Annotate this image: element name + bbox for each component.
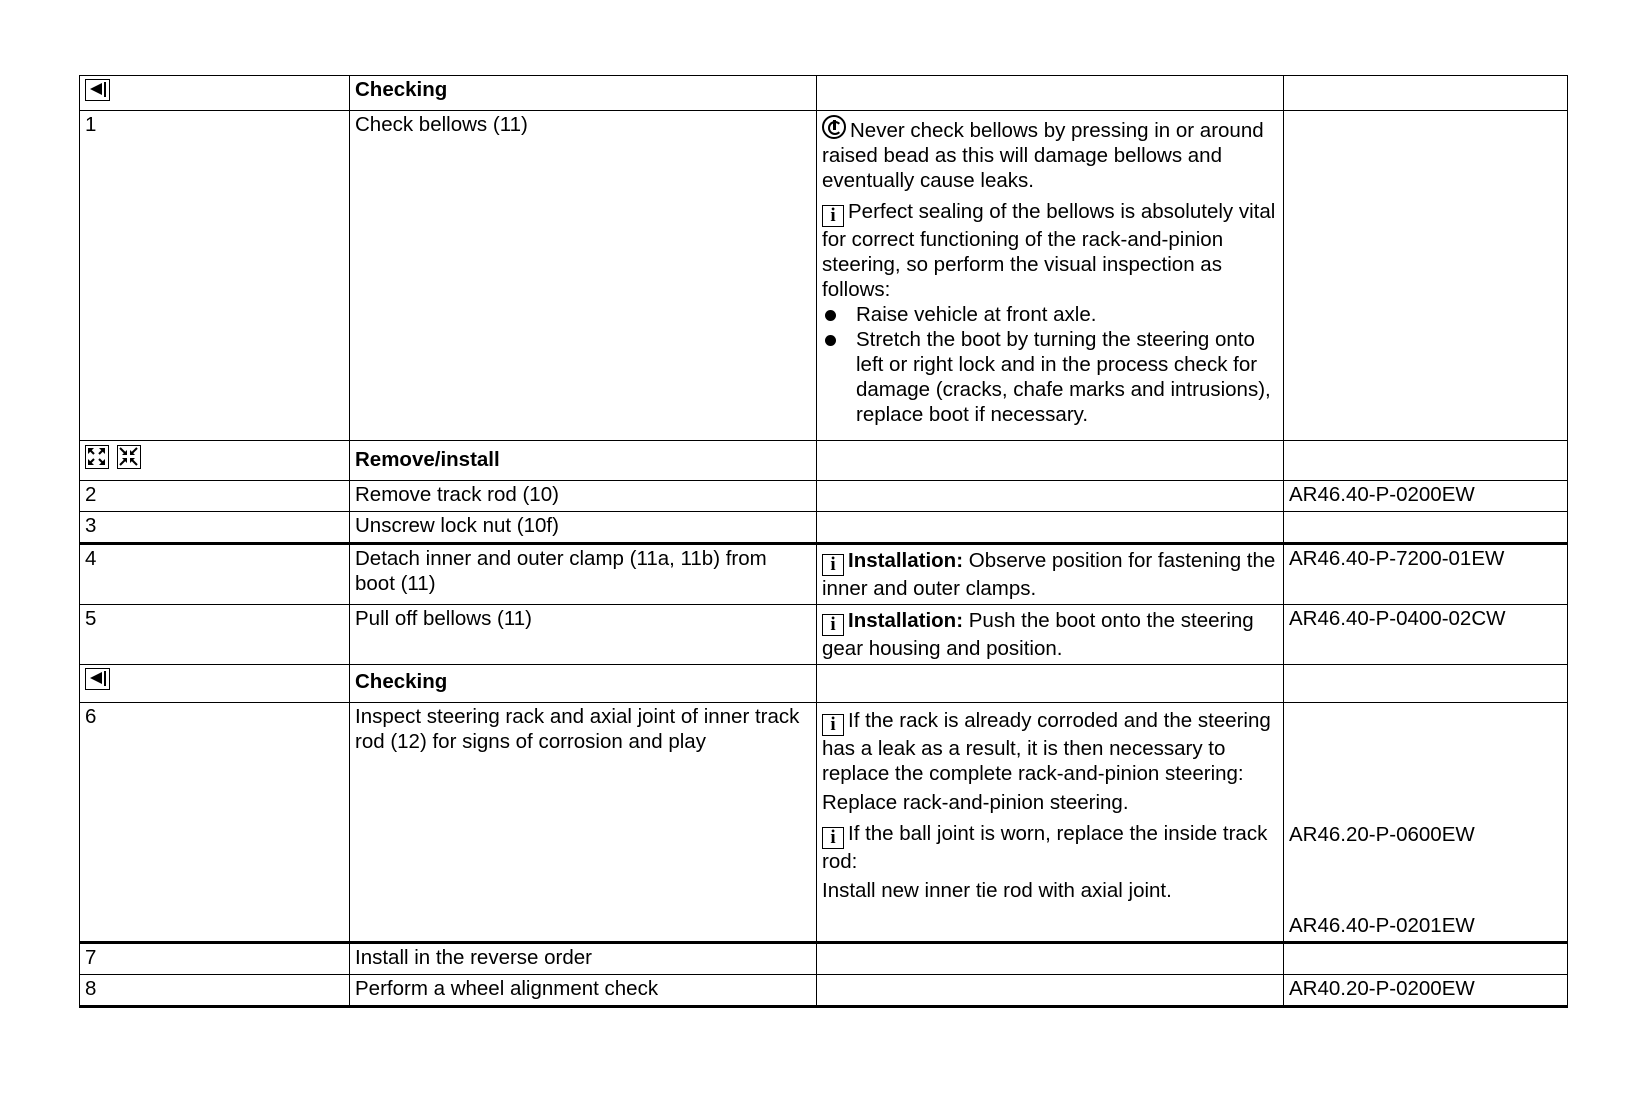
notes-cell [817, 703, 1284, 943]
notes-cell [817, 441, 1284, 481]
step-row [80, 111, 1568, 441]
reference-link[interactable]: AR46.40-P-7200-01EW [1284, 544, 1568, 605]
reference-cell [1284, 76, 1568, 111]
step-row [80, 481, 1568, 512]
step-text: Perform a wheel alignment check [350, 975, 817, 1007]
section-heading: Remove/install [350, 441, 817, 481]
section-row-remove-install [80, 441, 1568, 481]
checking-icon [85, 668, 110, 690]
bullet-item: Raise vehicle at front axle. [822, 302, 1278, 327]
info-text: If the rack is already corroded and the steering has a leak as a result, it is then necessary to replace the complete rack-and-pinion steering: [822, 709, 1271, 785]
info-note [822, 708, 1278, 786]
reference-cell [1284, 111, 1568, 441]
reference-cell [1284, 943, 1568, 975]
section-heading: Checking [350, 76, 817, 111]
notes-cell [817, 665, 1284, 703]
info-note [822, 548, 1278, 601]
symbol-cell [80, 441, 350, 481]
reference-cell [1284, 665, 1568, 703]
reference-link[interactable]: AR40.20-P-0200EW [1284, 975, 1568, 1007]
remove-icon [85, 445, 109, 469]
notes-cell [817, 943, 1284, 975]
warning-note [822, 115, 1278, 193]
action-text: Replace rack-and-pinion steering. [822, 791, 1129, 814]
step-row [80, 605, 1568, 665]
step-text: Pull off bellows (11) [350, 605, 817, 665]
step-row [80, 943, 1568, 975]
reference-cell [1284, 703, 1568, 943]
info-icon: i [822, 827, 844, 849]
step-row [80, 975, 1568, 1007]
notes-cell [817, 512, 1284, 544]
notes-cell [817, 975, 1284, 1007]
bullet-item: Stretch the boot by turning the steering onto left or right lock and in the process check for damage (cracks, chafe marks and intrusions), replace boot if necessary. [822, 327, 1278, 427]
info-text: Perfect sealing of the bellows is absolutely vital for correct functioning of the rack-and-pinion steering, so perform the visual inspection as follows: [822, 200, 1276, 301]
bullet-list [822, 302, 1278, 427]
step-text: Remove track rod (10) [350, 481, 817, 512]
step-number: 5 [80, 605, 350, 665]
step-text: Inspect steering rack and axial joint of inner track rod (12) for signs of corrosion and play [350, 703, 817, 943]
info-text: If the ball joint is worn, replace the inside track rod: [822, 822, 1268, 873]
note-label: Installation: [848, 609, 964, 632]
reference-link[interactable]: AR46.20-P-0600EW [1289, 823, 1475, 846]
reference-link[interactable]: AR46.40-P-0400-02CW [1284, 605, 1568, 665]
step-text: Unscrew lock nut (10f) [350, 512, 817, 544]
step-row [80, 512, 1568, 544]
notes-cell [817, 544, 1284, 605]
reference-cell [1284, 441, 1568, 481]
checking-icon [85, 79, 110, 101]
step-text: Detach inner and outer clamp (11a, 11b) from boot (11) [350, 544, 817, 605]
notes-cell [817, 481, 1284, 512]
notes-cell [817, 76, 1284, 111]
info-icon: i [822, 714, 844, 736]
info-icon: i [822, 614, 844, 636]
procedure-table [79, 75, 1568, 1008]
info-icon: i [822, 554, 844, 576]
step-row [80, 544, 1568, 605]
step-number: 7 [80, 943, 350, 975]
note-label: Installation: [848, 549, 964, 572]
warning-icon [822, 115, 846, 139]
reference-cell [1284, 512, 1568, 544]
notes-cell [817, 111, 1284, 441]
info-note [822, 199, 1278, 302]
symbol-cell [80, 76, 350, 111]
symbol-cell [80, 665, 350, 703]
section-row-checking [80, 76, 1568, 111]
info-note [822, 608, 1278, 661]
reference-link[interactable]: AR46.40-P-0200EW [1284, 481, 1568, 512]
note-text: Observe position for fastening the inner and outer clamps. [822, 549, 1276, 600]
step-text: Install in the reverse order [350, 943, 817, 975]
step-number: 1 [80, 111, 350, 441]
info-icon: i [822, 205, 844, 227]
step-text: Check bellows (11) [350, 111, 817, 441]
step-number: 3 [80, 512, 350, 544]
section-row-checking [80, 665, 1568, 703]
reference-link[interactable]: AR46.40-P-0201EW [1289, 914, 1475, 937]
step-number: 2 [80, 481, 350, 512]
step-number: 4 [80, 544, 350, 605]
info-note [822, 821, 1278, 874]
notes-cell [817, 605, 1284, 665]
warning-text: Never check bellows by pressing in or around raised bead as this will damage bellows and eventually cause leaks. [822, 119, 1264, 192]
note-text: Push the boot onto the steering gear housing and position. [822, 609, 1254, 660]
step-number: 8 [80, 975, 350, 1007]
action-text: Install new inner tie rod with axial joint. [822, 879, 1172, 902]
section-heading: Checking [350, 665, 817, 703]
step-row [80, 703, 1568, 943]
step-number: 6 [80, 703, 350, 943]
install-icon [117, 445, 141, 469]
